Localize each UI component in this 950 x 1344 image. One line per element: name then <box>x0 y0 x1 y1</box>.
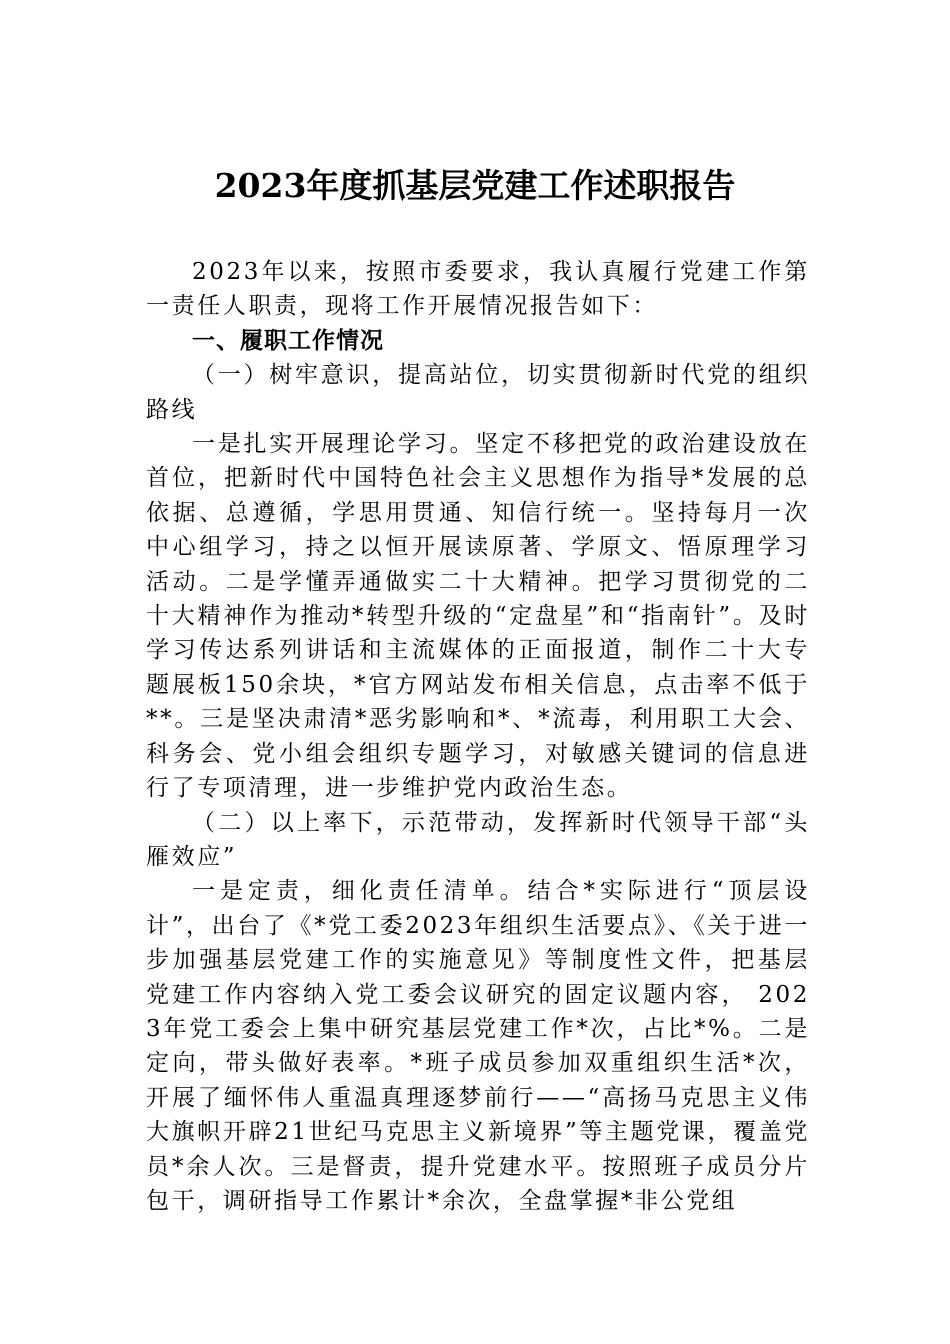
subsection-heading-1: （一）树牢意识，提高站位，切实贯彻新时代党的组织路线 <box>146 362 810 423</box>
intro-paragraph: 2023年以来，按照市委要求，我认真履行党建工作第一责任人职责，现将工作开展情况报告如下： <box>146 259 810 320</box>
subsection-heading-2: （二）以上率下，示范带动，发挥新时代领导干部“头雁效应” <box>146 809 810 870</box>
document-body <box>146 255 810 1218</box>
section-heading-1: 一、履职工作情况 <box>192 327 384 354</box>
document-title: 2023年度抓基层党建工作述职报告 <box>214 166 736 205</box>
subsection-body-2: 一是定责，细化责任清单。结合*实际进行“顶层设计”，出台了《*党工委2023年组织生活要点》、《关于进一步加强基层党建工作的实施意见》等制度性文件，把基层党建工作内容纳入党工委会议研究的固定议题内容， 2023年党工委会上集中研究基层党建工作*次，占比*%。二是定向，带头做好表率。*班子成员参加双重组织生活*次，开展了缅怀伟人重温真理逐梦前行——“高扬马克思主义伟大旗帜开辟21世纪马克思主义新境界”等主题党课，覆盖党员*余人次。三是督责，提升党建水平。按照班子成员分片包干，调研指导工作累计*余次，全盘掌握*非公党组 <box>146 878 810 1214</box>
subsection-body-1: 一是扎实开展理论学习。坚定不移把党的政治建设放在首位，把新时代中国特色社会主义思想作为指导*发展的总依据、总遵循，学思用贯通、知信行统一。坚持每月一次中心组学习，持之以恒开展读原著、学原文、悟原理学习活动。二是学懂弄通做实二十大精神。把学习贯彻党的二十大精神作为推动*转型升级的“定盘星”和“指南针”。及时学习传达系列讲话和主流媒体的正面报道，制作二十大专题展板150余块，*官方网站发布相关信息，点击率不低于**。三是坚决肃清*恶劣影响和*、*流毒，利用职工大会、科务会、党小组会组织专题学习，对敏感关键词的信息进行了专项清理，进一步维护党内政治生态。 <box>146 431 810 802</box>
